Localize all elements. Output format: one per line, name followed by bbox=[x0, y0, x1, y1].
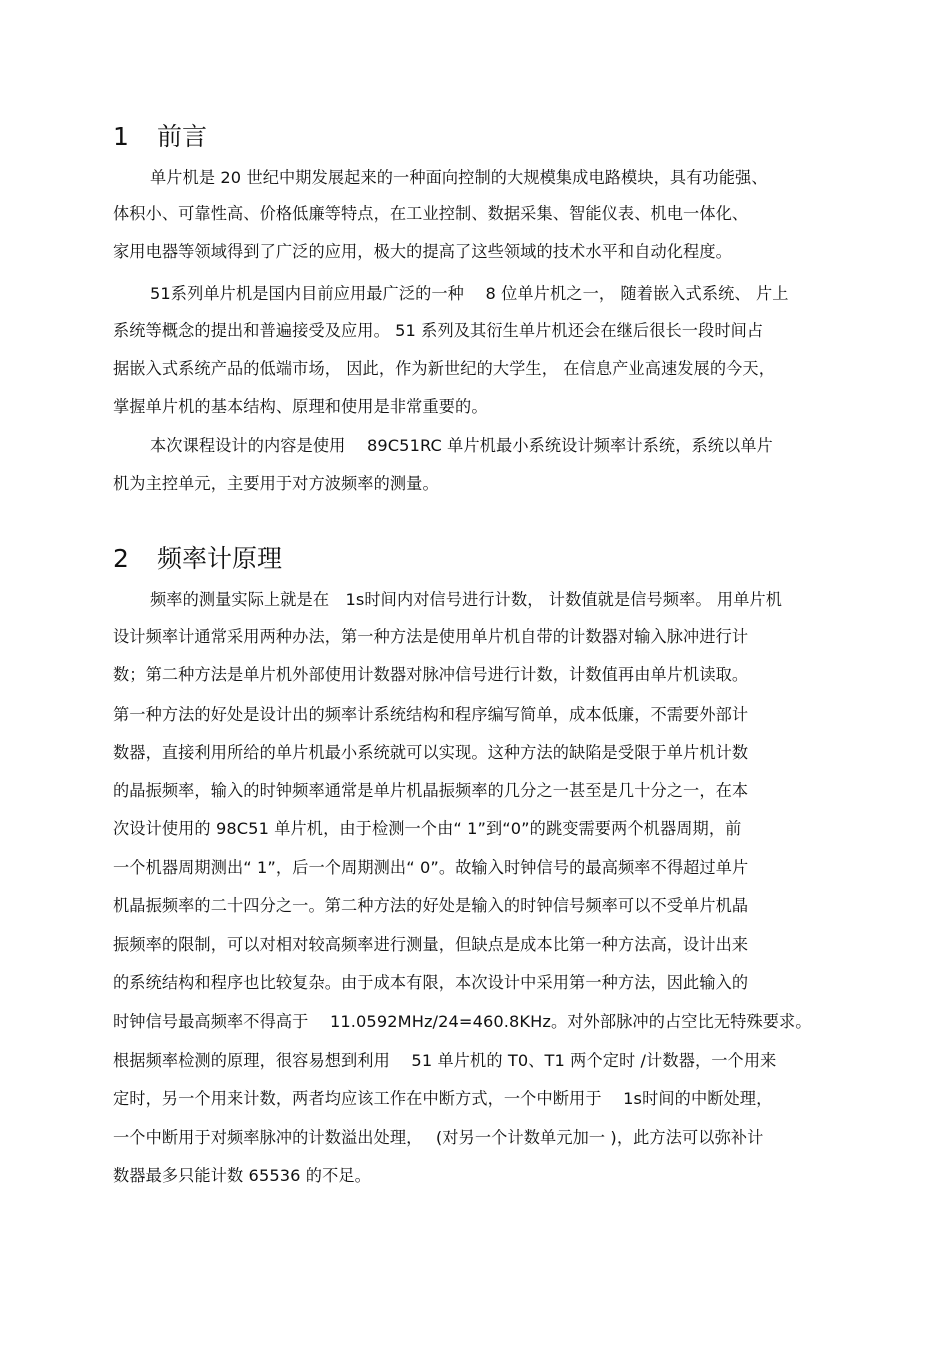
section-1-line: 家用电器等领域得到了广泛的应用，极大的提高了这些领域的技术水平和自动化程度。 bbox=[113, 242, 732, 261]
section-2-line: 数器最多只能计数 65536 的不足。 bbox=[113, 1166, 371, 1185]
section-2-line: 根据频率检测的原理，很容易想到利用 51 单片机的 T0、T1 两个定时 /计数器，一个用来 bbox=[113, 1051, 777, 1070]
section-2-number: 2 bbox=[113, 544, 129, 573]
section-2-line: 第一种方法的好处是设计出的频率计系统结构和程序编写简单，成本低廉，不需要外部计 bbox=[113, 705, 749, 724]
section-1-heading bbox=[113, 122, 207, 152]
section-2-line: 的系统结构和程序也比较复杂。由于成本有限，本次设计中采用第一种方法，因此输入的 bbox=[113, 973, 749, 992]
section-2-line: 数；第二种方法是单片机外部使用计数器对脉冲信号进行计数，计数值再由单片机读取。 bbox=[113, 665, 749, 684]
section-2-line: 一个机器周期测出“ 1”，后一个周期测出“ 0”。故输入时钟信号的最高频率不得超过单片 bbox=[113, 858, 749, 877]
section-1-line: 据嵌入式系统产品的低端市场， 因此，作为新世纪的大学生， 在信息产业高速发展的今天， bbox=[113, 359, 775, 378]
section-2-title: 频率计原理 bbox=[157, 544, 283, 573]
section-2-line: 设计频率计通常采用两种办法，第一种方法是使用单片机自带的计数器对输入脉冲进行计 bbox=[113, 627, 749, 646]
section-2-line: 频率的测量实际上就是在 1s时间内对信号进行计数， 计数值就是信号频率。 用单片机 bbox=[150, 590, 783, 609]
section-1-line: 机为主控单元，主要用于对方波频率的测量。 bbox=[113, 474, 439, 493]
section-1-number: 1 bbox=[113, 122, 129, 151]
section-1-line: 系统等概念的提出和普遍接受及应用。 51 系列及其衍生单片机还会在继后很长一段时间占 bbox=[113, 321, 764, 340]
section-2-heading bbox=[113, 544, 282, 574]
section-2-line: 的晶振频率，输入的时钟频率通常是单片机晶振频率的几分之一甚至是几十分之一，在本 bbox=[113, 781, 749, 800]
section-2-line: 时钟信号最高频率不得高于 11.0592MHz/24=460.8KHz。对外部脉冲的占空比无特殊要求。 bbox=[113, 1012, 812, 1031]
section-1-line: 掌握单片机的基本结构、原理和使用是非常重要的。 bbox=[113, 397, 488, 416]
section-1-line: 51系列单片机是国内目前应用最广泛的一种 8 位单片机之一， 随着嵌入式系统、 片上 bbox=[150, 284, 789, 303]
section-2-line: 定时，另一个用来计数，两者均应该工作在中断方式，一个中断用于 1s时间的中断处理， bbox=[113, 1089, 773, 1108]
section-2-line: 一个中断用于对频率脉冲的计数溢出处理， (对另一个计数单元加一 )，此方法可以弥补计 bbox=[113, 1128, 764, 1147]
section-1-line: 本次课程设计的内容是使用 89C51RC 单片机最小系统设计频率计系统，系统以单片 bbox=[150, 436, 773, 455]
section-1-title: 前言 bbox=[157, 122, 208, 151]
section-2-line: 次设计使用的 98C51 单片机，由于检测一个由“ 1”到“0”的跳变需要两个机器周期，前 bbox=[113, 819, 742, 838]
section-1-line: 体积小、可靠性高、价格低廉等特点，在工业控制、数据采集、智能仪表、机电一体化、 bbox=[113, 204, 749, 223]
section-2-line: 机晶振频率的二十四分之一。第二种方法的好处是输入的时钟信号频率可以不受单片机晶 bbox=[113, 896, 749, 915]
section-2-line: 数器，直接利用所给的单片机最小系统就可以实现。这种方法的缺陷是受限于单片机计数 bbox=[113, 743, 749, 762]
section-1-line: 单片机是 20 世纪中期发展起来的一种面向控制的大规模集成电路模块，具有功能强、 bbox=[150, 168, 768, 187]
section-2-line: 振频率的限制，可以对相对较高频率进行测量，但缺点是成本比第一种方法高，设计出来 bbox=[113, 935, 749, 954]
